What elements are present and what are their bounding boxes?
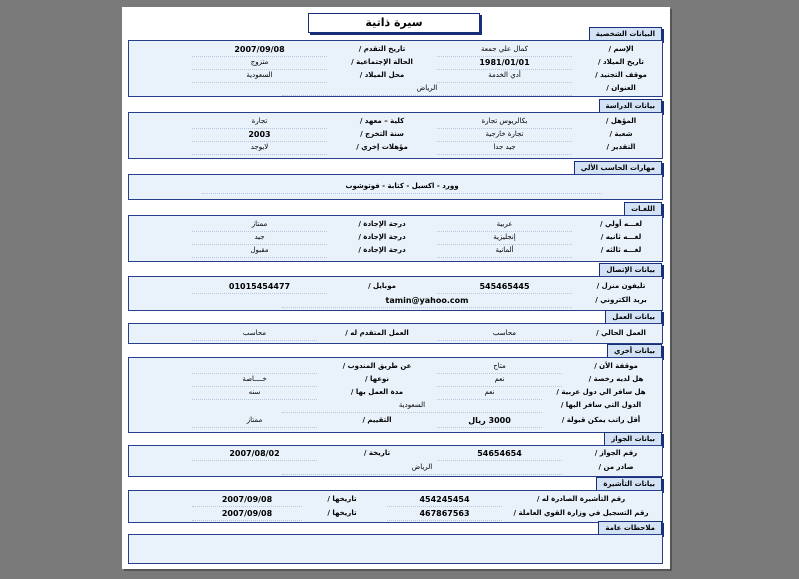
dept-label: شعبة / (609, 130, 633, 138)
email-value: tamin@yahoo.com (282, 294, 572, 308)
personal-row-1 (129, 43, 662, 56)
travel-value: نعم (437, 386, 542, 400)
current-job-value: محاسب (437, 327, 572, 341)
language-row-3 (129, 244, 662, 257)
lang3-level-value: مقبول (192, 244, 327, 258)
mobile-label: موبايل / (368, 282, 396, 290)
languages-section (128, 215, 663, 262)
work-header: بيانات العمل (605, 310, 662, 324)
contact-row-2 (129, 294, 662, 307)
passport-row-1 (129, 447, 662, 460)
visa-row-1 (129, 493, 662, 506)
name-value: كمال علي جمعة (437, 43, 572, 57)
now-label: موقفة الأن / (594, 362, 638, 370)
apply-date-label: تاريخ التقدم / (358, 45, 406, 53)
other-row-1 (129, 360, 662, 373)
faculty-label: كلية – معهد / (359, 117, 405, 125)
military-label: موقف التجنيد / (595, 71, 647, 79)
grade-value: جيد جدا (437, 141, 572, 155)
license-label: هل لديه رخصة / (588, 375, 644, 383)
visa-number-label: رقم التأشيرة الصادرة له / (536, 495, 626, 503)
marital-value: متزوج (192, 56, 327, 70)
personal-section (128, 40, 663, 97)
registration-date-label: تاريخها / (327, 509, 357, 517)
current-job-label: العمل الحالي / (596, 329, 646, 337)
personal-row-2 (129, 56, 662, 69)
dob-value: 1981/01/01 (437, 56, 572, 70)
address-label: العنوان / (606, 84, 636, 92)
address-value: الرياض (282, 82, 572, 96)
language-row-1 (129, 218, 662, 231)
lang1-level-label: درجة الإجادة / (358, 220, 406, 228)
lang1-label: لغـــه أولي / (600, 220, 642, 228)
education-section (128, 112, 663, 159)
visa-date-label: تاريخها / (327, 495, 357, 503)
passport-header: بيانات الجواز (604, 432, 662, 446)
lang3-label: لغـــه ثالثه / (600, 246, 642, 254)
lang2-label: لغـــه ثانيه / (600, 233, 642, 241)
other-row-3 (129, 386, 662, 399)
contact-section (128, 276, 663, 311)
dept-value: تجارة خارجية (437, 128, 572, 142)
lang3-value: ألمانية (437, 244, 572, 258)
cv-page (122, 7, 670, 569)
passport-number-label: رقم الجواز / (594, 449, 638, 457)
registration-date-value: 2007/09/08 (192, 507, 302, 521)
grad-value: 2003 (192, 128, 327, 142)
education-row-3 (129, 141, 662, 154)
work-section (128, 323, 663, 344)
education-header: بيانات الدراسة (599, 99, 662, 113)
contact-row-1 (129, 280, 662, 293)
other-row-2 (129, 373, 662, 386)
lang2-value: إنجليزية (437, 231, 572, 245)
visa-section (128, 490, 663, 523)
personal-header: البيانات الشخصية (589, 27, 662, 41)
email-label: بريد الكتروني / (595, 296, 647, 304)
passport-number-value: 54654654 (437, 447, 562, 461)
registration-label: رقم التسجيل في وزارة القوي العاملة / (513, 509, 649, 517)
visa-row-2 (129, 507, 662, 520)
passport-row-2 (129, 461, 662, 474)
visa-date-value: 2007/09/08 (192, 493, 302, 507)
pob-value: السعودية (192, 69, 327, 83)
eval-label: التقييم / (362, 416, 392, 424)
page-title: سيرة ذاتية (308, 13, 480, 33)
passport-date-value: 2007/08/02 (192, 447, 317, 461)
notes-section (128, 534, 663, 564)
education-row-2 (129, 128, 662, 141)
now-value: متاح (437, 360, 562, 374)
type-value: خــــاصة (192, 373, 317, 387)
lang2-level-value: جيد (192, 231, 327, 245)
travel-label: هل سافر الي دول عربية / (556, 388, 646, 396)
salary-value: 3000 ريال (437, 414, 542, 428)
other-qual-label: مؤهلات إخري / (356, 143, 408, 151)
language-row-2 (129, 231, 662, 244)
duration-label: مدة العمل بها / (350, 388, 404, 396)
applied-job-label: العمل المتقدم له / (345, 329, 409, 337)
other-section (128, 357, 663, 433)
visa-header: بيانات التأشيرة (596, 477, 662, 491)
visa-number-value: 454245454 (387, 493, 502, 507)
duration-value: سنه (192, 386, 317, 400)
grad-label: سنة التخرج / (360, 130, 404, 138)
issued-value: الرياض (282, 461, 562, 475)
faculty-value: تجارة (192, 115, 327, 129)
apply-date-value: 2007/09/08 (192, 43, 327, 57)
countries-value: السعودية (282, 399, 542, 413)
qual-value: بكالريوس تجارة (437, 115, 572, 129)
salary-label: أقل راتب يمكن قبولة / (561, 416, 641, 424)
work-row (129, 327, 662, 340)
other-row-4 (129, 399, 662, 412)
lang1-level-value: ممتاز (192, 218, 327, 232)
other-header: بيانات أخري (607, 344, 662, 358)
home-phone-value: 545465445 (437, 280, 572, 294)
home-phone-label: تليفون منزل / (596, 282, 646, 290)
issued-label: صادر من / (598, 463, 634, 471)
mobile-value: 01015454477 (192, 280, 327, 294)
passport-date-label: تاريخة / (363, 449, 391, 457)
marital-label: الحالة الإجتماعية / (351, 58, 413, 66)
grade-label: التقدير / (606, 143, 636, 151)
pob-label: محل الميلاد / (359, 71, 405, 79)
qual-label: المؤهل / (605, 117, 637, 125)
name-label: الإسم / (608, 45, 634, 53)
registration-value: 467867563 (387, 507, 502, 521)
contact-header: بيانات الإتصال (599, 263, 662, 277)
eval-value: ممتاز (192, 414, 317, 428)
countries-label: الدول التي سافر اليها / (560, 401, 642, 409)
computer-row (129, 180, 662, 193)
applied-job-value: محاسب (192, 327, 317, 341)
education-row-1 (129, 115, 662, 128)
languages-header: اللغـات (624, 202, 662, 216)
type-label: نوعها / (364, 375, 390, 383)
personal-row-3 (129, 69, 662, 82)
via-value (192, 360, 317, 374)
dob-label: تاريخ الميلاد / (598, 58, 644, 66)
other-row-5 (129, 414, 662, 427)
lang2-level-label: درجة الإجادة / (358, 233, 406, 241)
computer-header: مهارات الحاسب الألي (574, 161, 662, 175)
computer-skills: وورد - اكسيل - كتابة - فوتوشوب (202, 180, 602, 194)
notes-text (152, 543, 652, 556)
license-value: نعم (437, 373, 562, 387)
notes-row (129, 543, 662, 556)
lang1-value: عربية (437, 218, 572, 232)
personal-row-4 (129, 82, 662, 95)
lang3-level-label: درجة الإجادة / (358, 246, 406, 254)
computer-section (128, 174, 663, 200)
military-value: أدي الخدمة (437, 69, 572, 83)
other-qual-value: لايوجد (192, 141, 327, 155)
passport-section (128, 445, 663, 477)
via-label: عن طريق المندوب / (342, 362, 412, 370)
notes-header: ملاحظات عامة (598, 521, 662, 535)
